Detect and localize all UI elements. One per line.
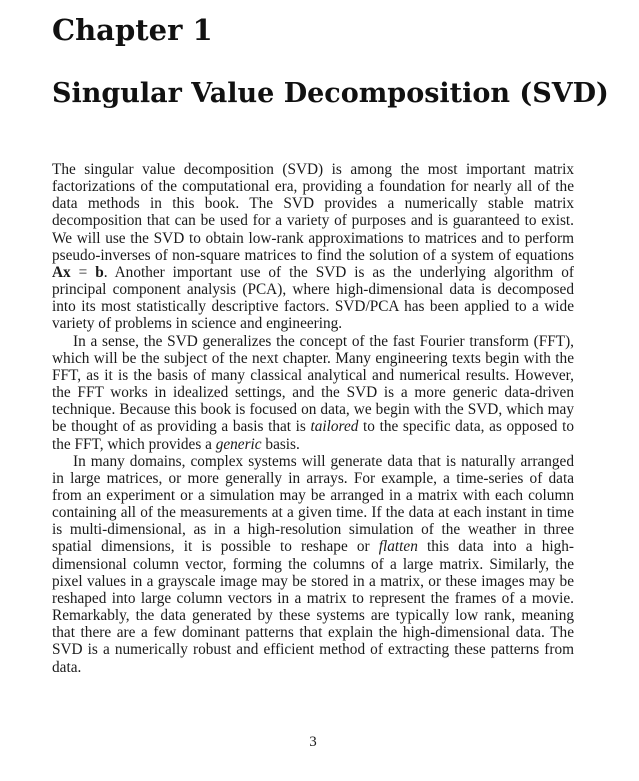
emphasis-tailored: tailored — [310, 418, 359, 436]
paragraph-2-text-c: basis. — [261, 435, 300, 453]
emphasis-flatten: flatten — [378, 538, 418, 556]
chapter-body — [52, 161, 574, 676]
equation-rhs: b — [95, 263, 104, 281]
chapter-label: Chapter 1 — [52, 13, 213, 47]
equation-lhs: Ax — [52, 263, 71, 281]
paragraph-2-text-a: In a sense, the SVD generalizes the concept of the fast Fourier transform (FFT), which will be the subject of the next chapter. Many engineering texts begin with the FFT, as it is the basis of many classical analytical and numerical results. However, the FFT works in idealized settings, and the SVD is a more generic data-driven technique. Because this book is focused on data, we begin with the SVD, which may be thought of as providing a basis that is — [52, 332, 574, 436]
paragraph-3-text-b: this data into a high-dimensional column vector, forming the columns of a large matrix. Similarly, the pixel values in a grayscale image may be stored in a matrix, or these images may be reshaped into large column vectors in a matrix to represent the frames of a movie. Remarkably, the data generated by these systems are typically low rank, meaning that there are a few dominant patterns that explain the high-dimensional data. The SVD is a numerically robust and efficient method of extracting these patterns from data. — [52, 538, 575, 676]
paragraph-2 — [52, 333, 574, 453]
paragraph-2-text-b: to the specific data, as opposed to the FFT, which provides a — [52, 418, 574, 453]
emphasis-generic: generic — [215, 435, 262, 453]
paragraph-1-text-b: . Another important use of the SVD is as the underlying algorithm of principal component analysis (PCA), where high-dimensional data is decomposed into its most statistically descriptive factors. SVD/PCA has been applied to a wide variety of problems in science and engineering. — [52, 263, 575, 333]
page-number: 3 — [309, 734, 317, 750]
paragraph-1-text-a: The singular value decomposition (SVD) is among the most important matrix factorizations of the computational era, providing a foundation for nearly all of the data methods in this book. The SVD provides a numerically stable matrix decomposition that can be used for a variety of purposes and is guaranteed to exist. We will use the SVD to obtain low-rank approximations to matrices and to perform pseudo-inverses of non-square matrices to find the solution of a system of equations — [52, 161, 574, 264]
paragraph-3-text-a: In many domains, complex systems will generate data that is naturally arranged in large matrices, or more generally in arrays. For example, a time-series of data from an experiment or a simulation may be arranged in a matrix with each column containing all of the measurements at a given time. If the data at each instant in time is multi-dimensional, as in a high-resolution simulation of the weather in three spatial dimensions, it is possible to reshape or — [52, 452, 574, 556]
paragraph-1 — [52, 161, 574, 333]
equation-operator: = — [70, 263, 96, 281]
paragraph-3 — [52, 453, 574, 676]
chapter-title: Singular Value Decomposition (SVD) — [52, 78, 609, 109]
